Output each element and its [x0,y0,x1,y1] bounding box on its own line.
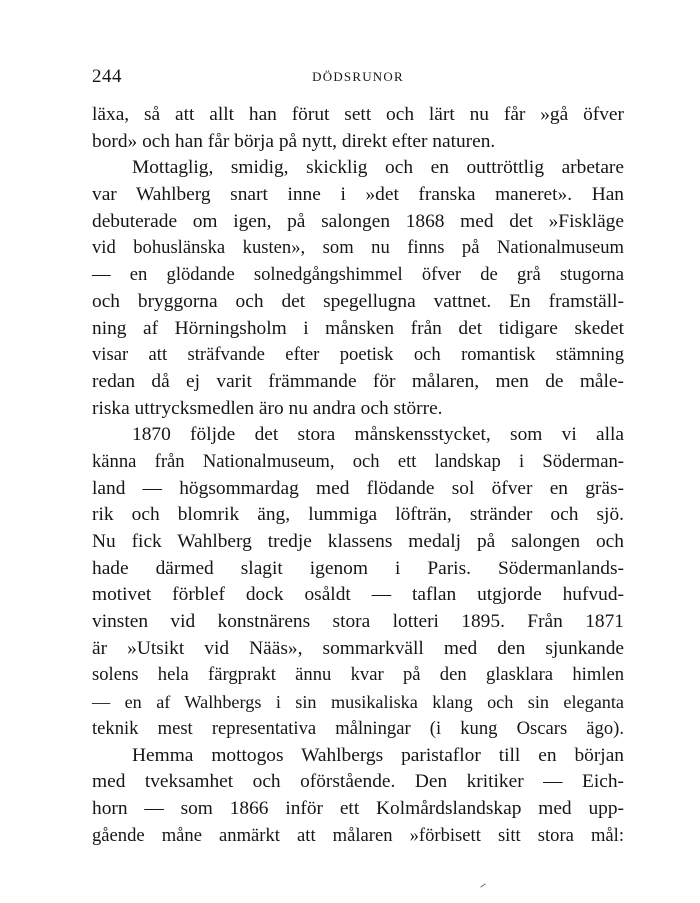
book-page [92,62,624,849]
text-line: var Wahlberg snart inne i »det franska maneret». Han [92,184,624,206]
running-head [92,62,624,92]
text-line: Hemma mottogos Wahlbergs paristaflor till en början [132,744,624,766]
text-line: Mottaglig, smidig, skicklig och en outtröttlig arbetare [132,157,624,179]
body-text [92,102,624,849]
text-line: horn — som 1866 inför ett Kolmårdslandskap med upp- [92,797,624,819]
text-line: är »Utsikt vid Nääs», sommarkväll med den sjunkande [92,637,624,659]
text-line: och bryggorna och det spegellugna vattnet. En framställ- [92,290,624,312]
text-line: 1870 följde det stora månskensstycket, som vi alla [132,424,624,446]
text-line: vid bohuslänska kusten», som nu finns på Nationalmuseum [92,237,624,259]
running-title: DÖDSRUNOR [312,69,404,84]
text-line: ning af Hörningsholm i månsken från det tidigare skedet [92,317,624,339]
text-line: rik och blomrik äng, lummiga löfträn, stränder och sjö. [92,504,624,526]
text-line: — en af Walhbergs i sin musikaliska klang och sin eleganta [92,692,624,713]
text-line: Nu fick Wahlberg tredje klassens medalj på salongen och [92,531,624,552]
text-line: med tveksamhet och oförstående. Den kritiker — Eich- [92,771,624,793]
text-line: debuterade om igen, på salongen 1868 med det »Fiskläge [92,210,624,232]
text-line: teknik mest representativa målningar (i kung Oscars ägo). [92,717,624,739]
text-line: hade därmed slagit igenom i Paris. Södermanlands- [92,557,624,579]
text-line: redan då ej varit främmande för målaren, men de måle- [92,370,624,392]
text-line: läxa, så att allt han förut sett och lärt nu får »gå öfver [92,104,624,125]
text-line: solens hela färgprakt ännu kvar på den glasklara himlen [92,664,624,686]
text-line: gående måne anmärkt att målaren »förbisett sitt stora mål: [92,824,624,846]
text-line: känna från Nationalmuseum, och ett landskap i Söderman- [92,450,624,472]
text-line: motivet förblef dock osåldt — taflan utgjorde hufvud- [92,584,624,606]
text-line: visar att sträfvande efter poetisk och romantisk stämning [92,344,624,366]
text-line: vinsten vid konstnärens stora lotteri 1895. Från 1871 [92,611,624,633]
stray-ink-mark [480,883,485,887]
text-line: bord» och han får börja på nytt, direkt efter naturen. [92,130,496,152]
text-line: — en glödande solnedgångshimmel öfver de grå stugorna [92,264,624,286]
text-line: riska uttrycksmedlen äro nu andra och större. [92,397,443,419]
page-number: 244 [92,66,122,87]
text-line: land — högsommardag med flödande sol öfver en gräs- [92,477,624,499]
